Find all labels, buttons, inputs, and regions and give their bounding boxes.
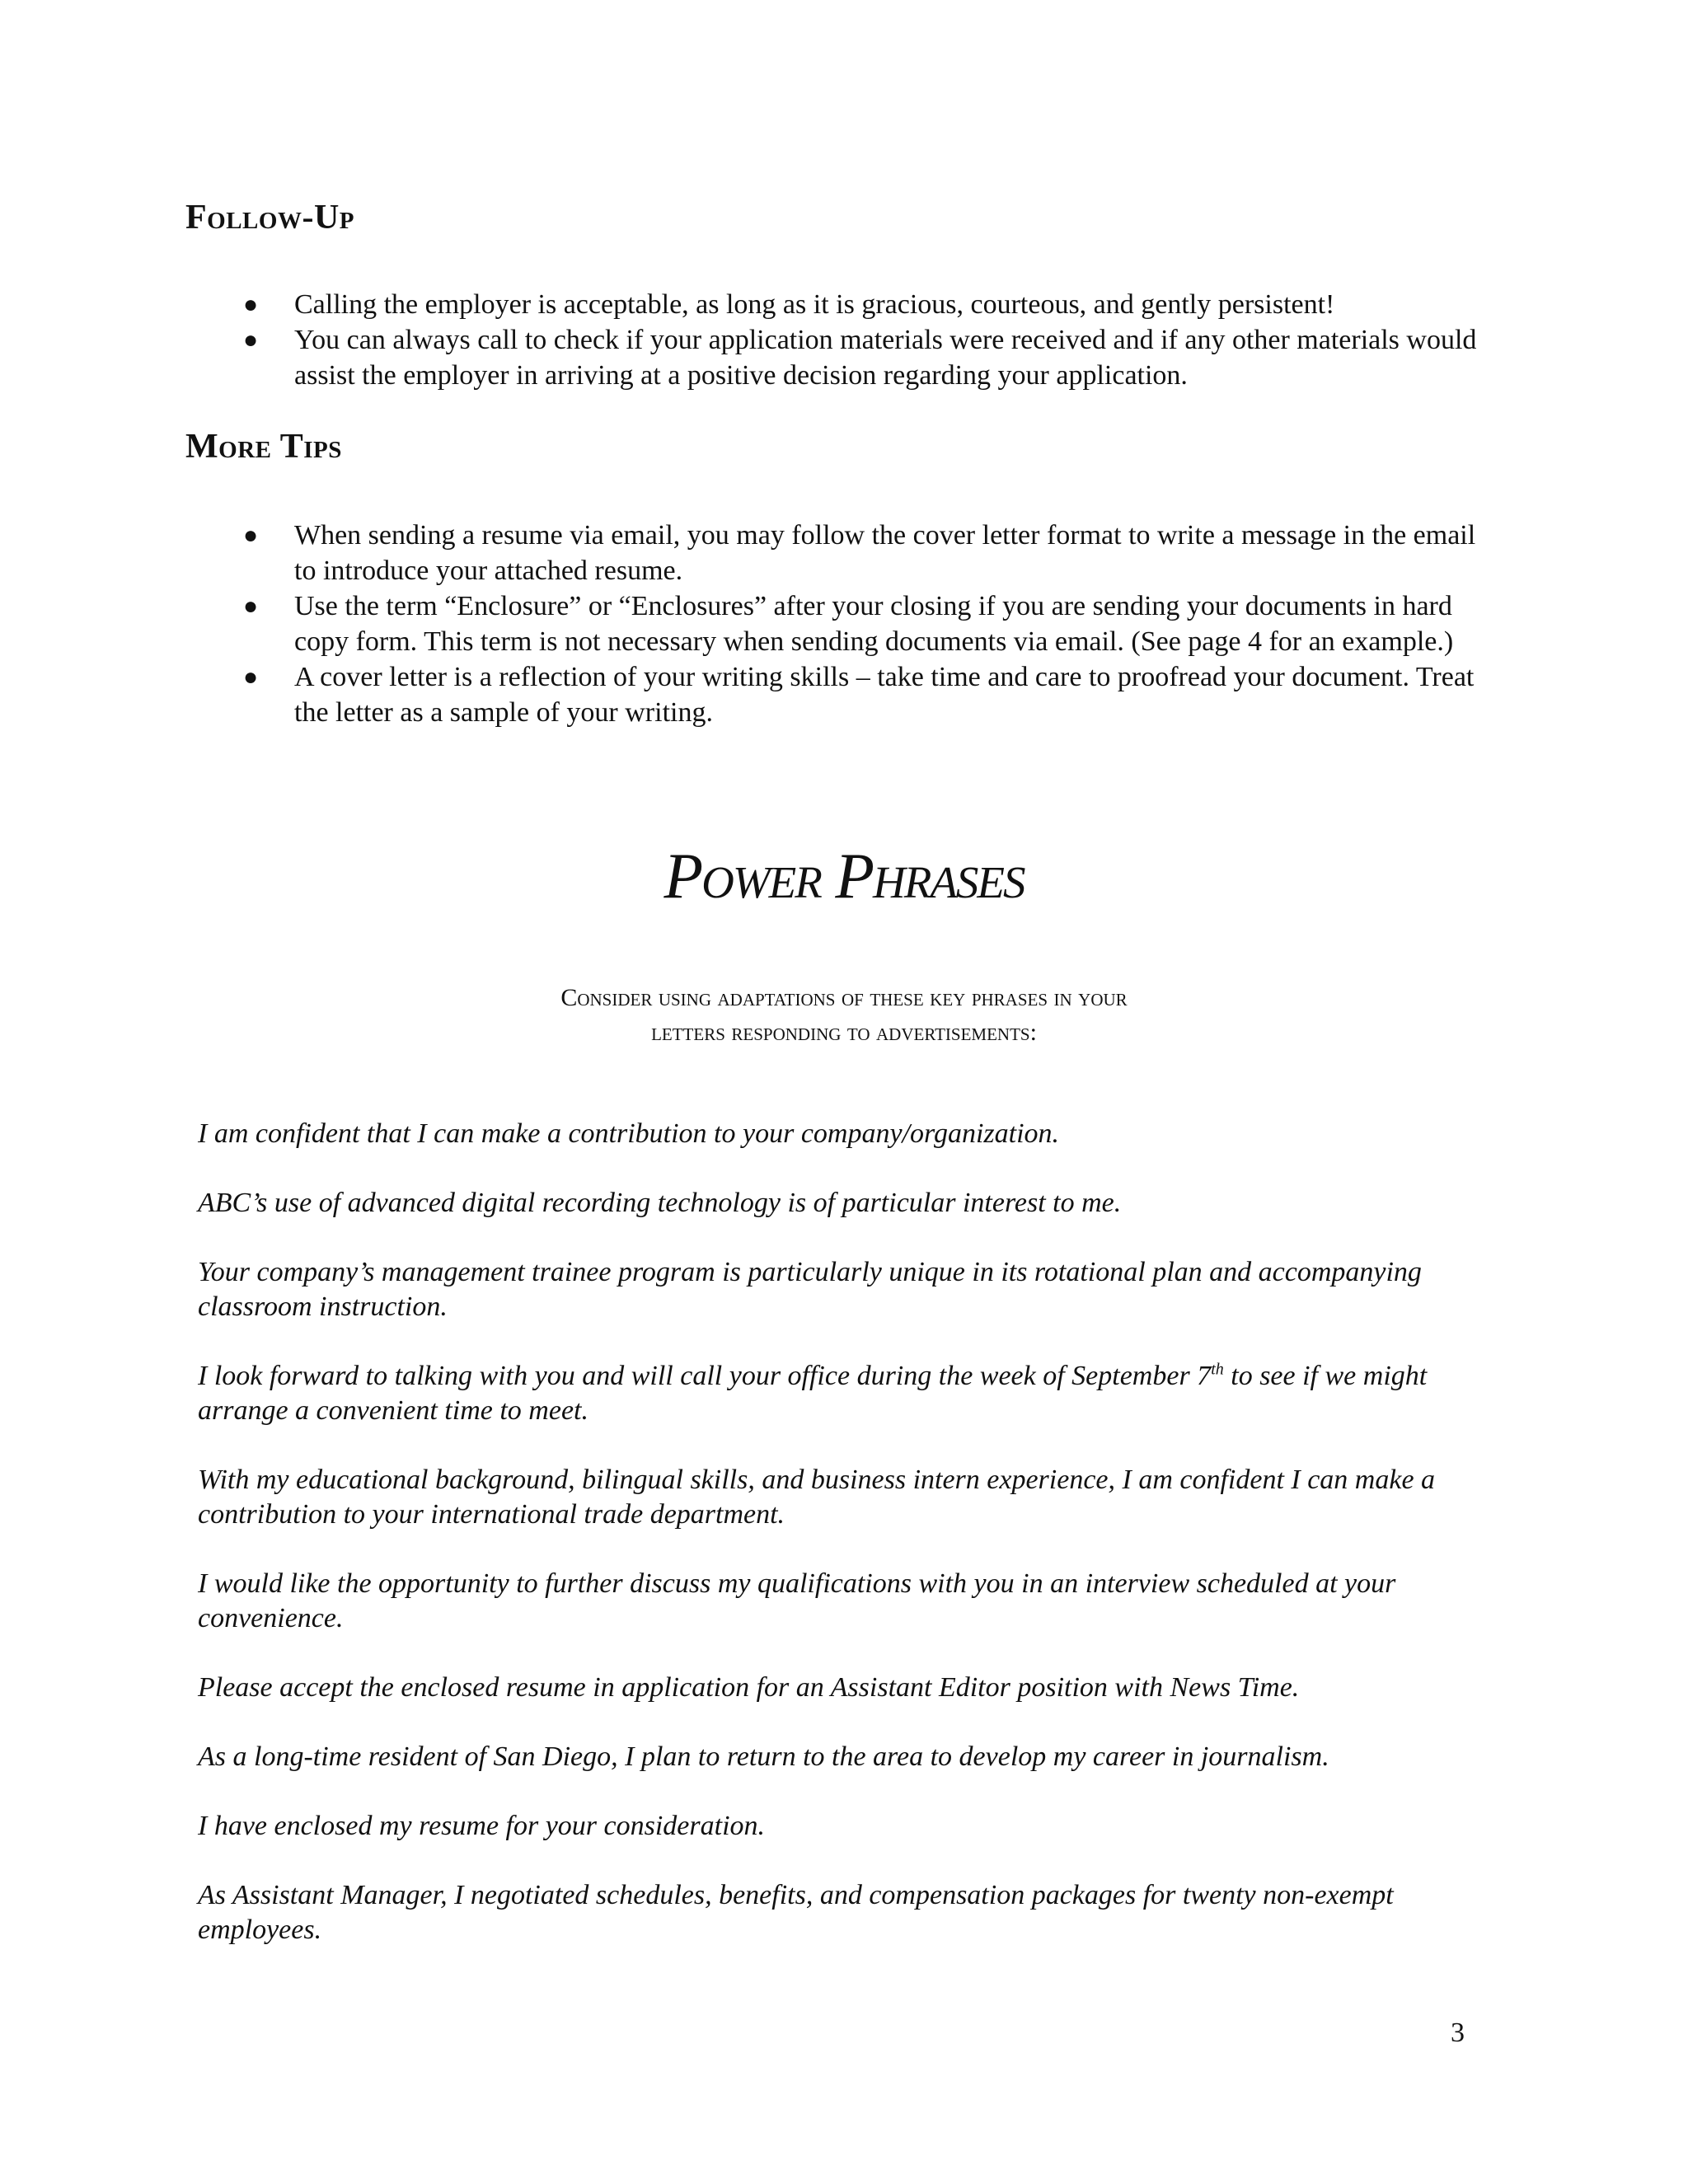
phrase-item (198, 1359, 1475, 1428)
more-tips-heading: More Tips (185, 428, 342, 466)
subtitle-line-2: letters responding to advertisements: (651, 1019, 1037, 1046)
list-item (243, 518, 1479, 588)
list-item (243, 322, 1479, 393)
phrase-item: Your company’s management trainee program is particularly unique in its rotational plan and accompanying classroom instruction. (198, 1257, 1422, 1322)
page-number: 3 (1451, 2018, 1465, 2048)
power-phrases-subtitle (0, 981, 1688, 1050)
more-tips-list (243, 518, 1479, 730)
bullet-icon: ● (243, 326, 259, 354)
follow-up-heading: Follow-Up (185, 199, 354, 237)
phrase-item: As a long-time resident of San Diego, I plan to return to the area to develop my career in journalism. (198, 1741, 1329, 1772)
list-item (243, 287, 1479, 322)
follow-up-list (243, 287, 1479, 393)
list-item (243, 588, 1479, 659)
bullet-text: Use the term “Enclosure” or “Enclosures” after your closing if you are sending your documents in hard copy form. This term is not necessary when sending documents via email. (See page 4 for an example.) (294, 591, 1454, 657)
bullet-icon: ● (243, 593, 259, 620)
power-phrases-title: Power Phrases (663, 840, 1025, 912)
phrase-item: ABC’s use of advanced digital recording technology is of particular interest to me. (198, 1188, 1122, 1218)
bullet-icon: ● (243, 663, 259, 691)
bullet-icon: ● (243, 291, 259, 318)
phrase-item: As Assistant Manager, I negotiated schedules, benefits, and compensation packages for twenty non-exempt employees. (198, 1880, 1394, 1945)
phrase-item: With my educational background, bilingual skills, and business intern experience, I am confident I can make a contribution to your international trade department. (198, 1465, 1436, 1530)
bullet-icon: ● (243, 522, 259, 549)
phrases-list (198, 1117, 1475, 1982)
ordinal-suffix: th (1211, 1360, 1224, 1379)
bullet-text: When sending a resume via email, you may follow the cover letter format to write a message in the email to introduce your attached resume. (294, 520, 1476, 586)
phrase-item: I am confident that I can make a contribution to your company/organization. (198, 1118, 1060, 1149)
phrase-item: Please accept the enclosed resume in application for an Assistant Editor position with News Time. (198, 1672, 1300, 1703)
phrase-text: to see if we might arrange a convenient time to meet. (198, 1361, 1428, 1426)
bullet-text: A cover letter is a reflection of your writing skills – take time and care to proofread your document. Treat the letter as a sample of your writing. (294, 662, 1475, 728)
bullet-text: You can always call to check if your application materials were received and if any other materials would assist the employer in arriving at a positive decision regarding your application. (294, 325, 1477, 391)
list-item (243, 659, 1479, 730)
bullet-text: Calling the employer is acceptable, as long as it is gracious, courteous, and gently persistent! (294, 289, 1335, 320)
phrase-text: I look forward to talking with you and will call your office during the week of September 7 (198, 1361, 1212, 1391)
subtitle-line-1: Consider using adaptations of these key phrases in your (560, 984, 1128, 1011)
phrase-item: I would like the opportunity to further discuss my qualifications with you in an interview scheduled at your convenience. (198, 1568, 1396, 1633)
phrase-item: I have enclosed my resume for your consideration. (198, 1811, 766, 1841)
